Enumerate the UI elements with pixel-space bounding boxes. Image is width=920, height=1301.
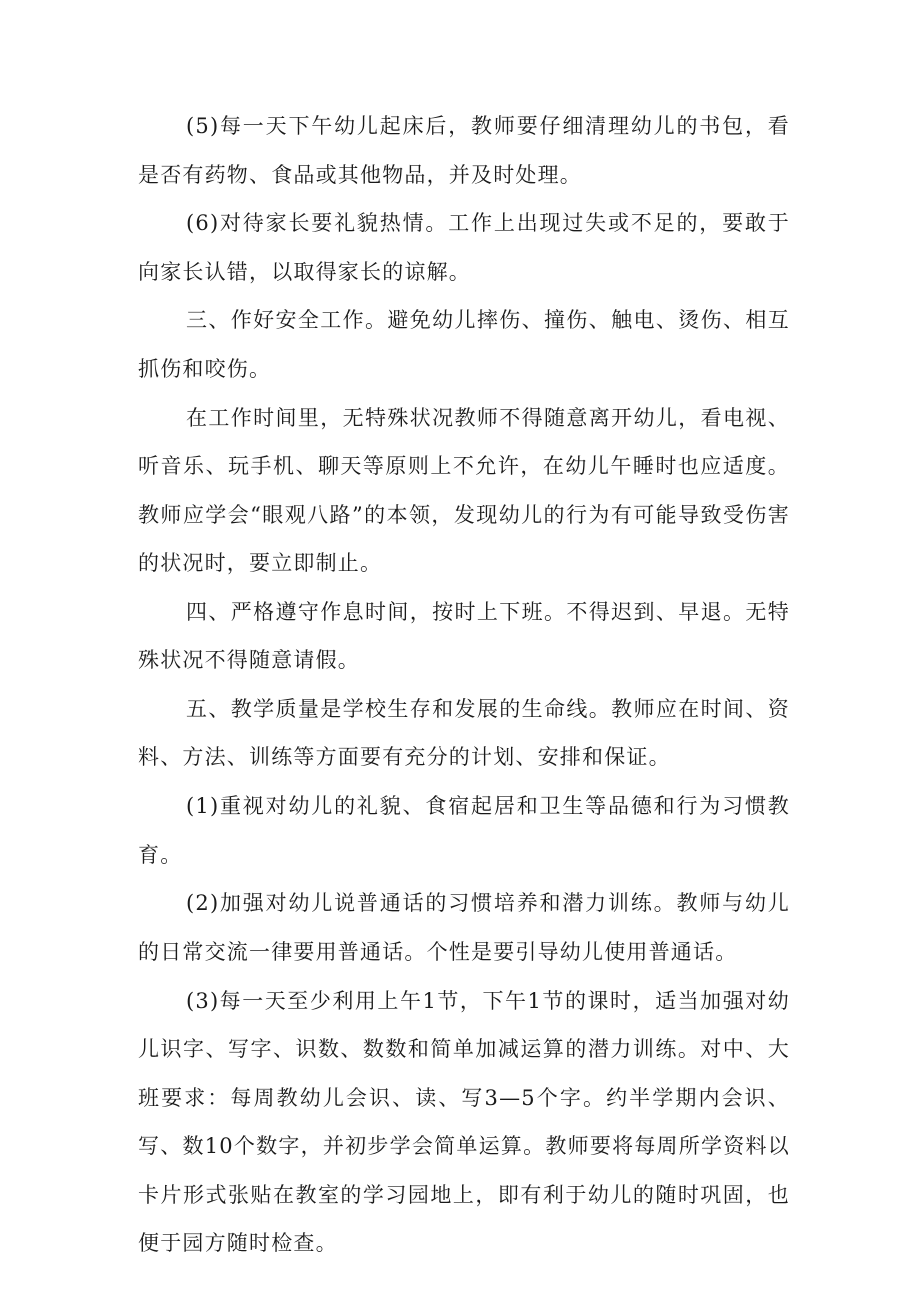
paragraph-work-time: 在工作时间里，无特殊状况教师不得随意离开幼儿，看电视、听音乐、玩手机、聊天等原则上不允许，在幼儿午睡时也应适度。教师应学会“眼观八路”的本领，发现幼儿的行为有可能导致受伤害的状况时，要立即制止。 — [138, 405, 790, 576]
paragraph-item-3: (3)每一天至少利用上午1节，下午1节的课时，适当加强对幼儿识字、写字、识数、数数和简单加减运算的潜力训练。对中、大班要求：每周教幼儿会识、读、写3—5个字。约半学期内会识、写、数10个数字，并初步学会简单运算。教师要将每周所学资料以卡片形式张贴在教室的学习园地上，即有利于幼儿的随时巩固，也便于园方随时检查。 — [138, 988, 790, 1255]
paragraph-item-2: (2)加强对幼儿说普通话的习惯培养和潜力训练。教师与幼儿的日常交流一律要用普通话。个性是要引导幼儿使用普通话。 — [138, 891, 790, 964]
paragraph-section-4-schedule: 四、严格遵守作息时间，按时上下班。不得迟到、早退。无特殊状况不得随意请假。 — [138, 599, 790, 673]
paragraph-item-5: (5)每一天下午幼儿起床后，教师要仔细清理幼儿的书包，看是否有药物、食品或其他物品，并及时处理。 — [138, 114, 790, 187]
paragraph-section-5-teaching-quality: 五、教学质量是学校生存和发展的生命线。教师应在时间、资料、方法、训练等方面要有充分的计划、安排和保证。 — [138, 696, 790, 770]
paragraph-section-3-safety: 三、作好安全工作。避免幼儿摔伤、撞伤、触电、烫伤、相互抓伤和咬伤。 — [138, 308, 790, 381]
paragraph-item-6: (6)对待家长要礼貌热情。工作上出现过失或不足的，要敢于向家长认错，以取得家长的谅解。 — [138, 211, 790, 284]
paragraph-item-1: (1)重视对幼儿的礼貌、食宿起居和卫生等品德和行为习惯教育。 — [138, 794, 790, 867]
document-body — [138, 102, 790, 1268]
